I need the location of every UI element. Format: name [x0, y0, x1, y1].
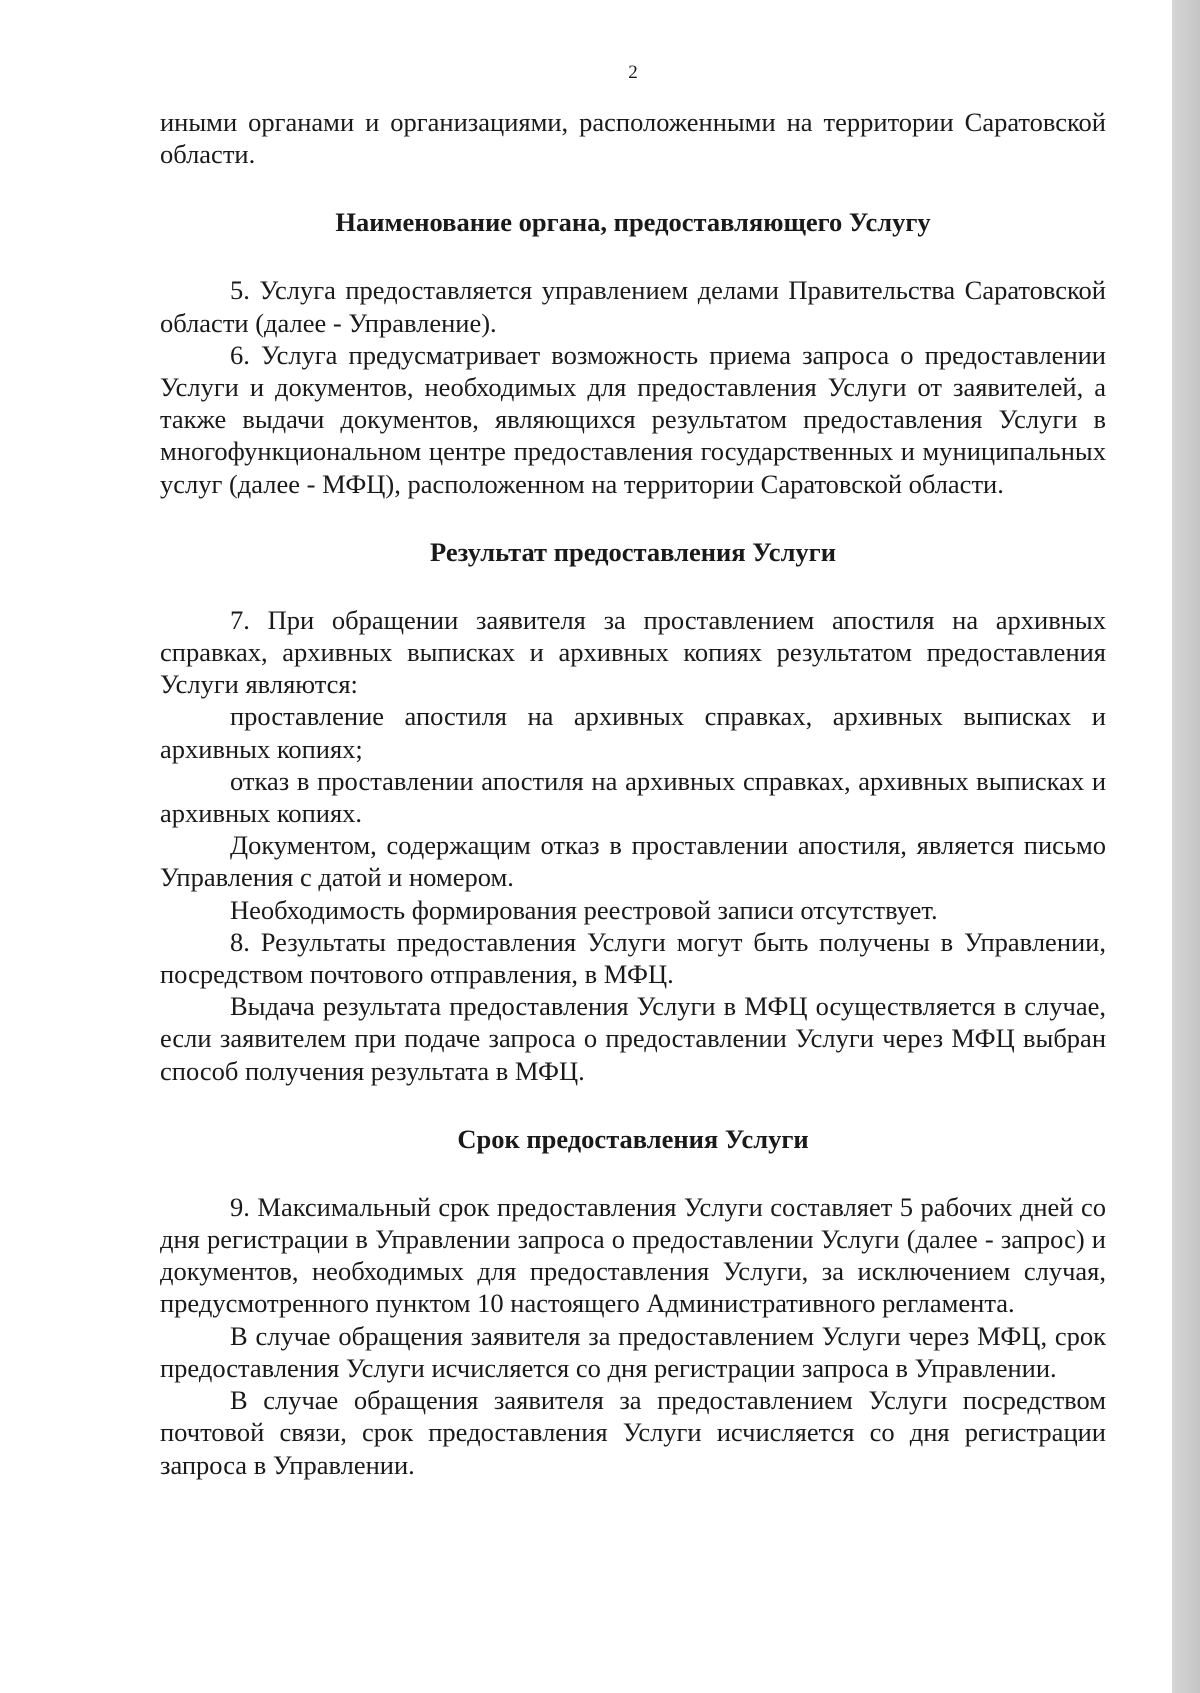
- paragraph-6: 6. Услуга предусматривает возможность приема запроса о предоставлении Услуги и документов, необходимых для предоставления Услуги от заявителей, а также выдачи документов, являющихся результатом предоставления Услуги в многофункциональном центре предоставления государственных и муниципальных услуг (далее - МФЦ), расположенном на территории Саратовской области.: [160, 339, 1106, 499]
- paragraph-9-post: В случае обращения заявителя за предоставлением Услуги посредством почтовой связи, срок предоставления Услуги исчисляется со дня регистрации запроса в Управлении.: [160, 1385, 1106, 1480]
- section-heading-result: Результат предоставления Услуги: [430, 536, 836, 567]
- paragraph-7-item-refusal: отказ в проставлении апостиля на архивных справках, архивных выписках и архивных копиях.: [160, 765, 1106, 829]
- scan-page-edge: [1172, 0, 1200, 1693]
- paragraph-7: 7. При обращении заявителя за проставлением апостиля на архивных справках, архивных выписках и архивных копиях результатом предоставления Услуги являются:: [160, 604, 1106, 700]
- paragraph-registry-record: Необходимость формирования реестровой записи отсутствует.: [230, 894, 938, 925]
- paragraph-9: 9. Максимальный срок предоставления Услуги составляет 5 рабочих дней со дня регистрации в Управлении запроса о предоставлении Услуги (далее - запрос) и документов, необходимых для предоставления Услуги, за исключением случая, предусмотренного пунктом 10 настоящего Административного регламента.: [160, 1191, 1106, 1319]
- paragraph-8: 8. Результаты предоставления Услуги могут быть получены в Управлении, посредством почтового отправления, в МФЦ.: [160, 926, 1106, 990]
- paragraph-9-mfc: В случае обращения заявителя за предоставлением Услуги через МФЦ, срок предоставления Услуги исчисляется со дня регистрации запроса в Управлении.: [160, 1320, 1106, 1383]
- document-body: [160, 106, 1106, 1481]
- paragraph-7-item-apostille: проставление апостиля на архивных справках, архивных выписках и архивных копиях;: [160, 701, 1106, 764]
- section-heading-term: Срок предоставления Услуги: [457, 1123, 809, 1154]
- paragraph-8-mfc: Выдача результата предоставления Услуги в МФЦ осуществляется в случае, если заявителем при подаче запроса о предоставлении Услуги через МФЦ выбран способ получения результата в МФЦ.: [160, 991, 1106, 1086]
- page-number: 2: [628, 62, 638, 83]
- paragraph-refusal-document: Документом, содержащим отказ в проставлении апостиля, является письмо Управления с датой и номером.: [160, 830, 1106, 893]
- continuation-paragraph: иными органами и организациями, расположенными на территории Саратовской области.: [160, 107, 1106, 170]
- section-heading-authority: Наименование органа, предоставляющего Услугу: [335, 207, 931, 238]
- paragraph-5: 5. Услуга предоставляется управлением делами Правительства Саратовской области (далее - Управление).: [160, 275, 1106, 338]
